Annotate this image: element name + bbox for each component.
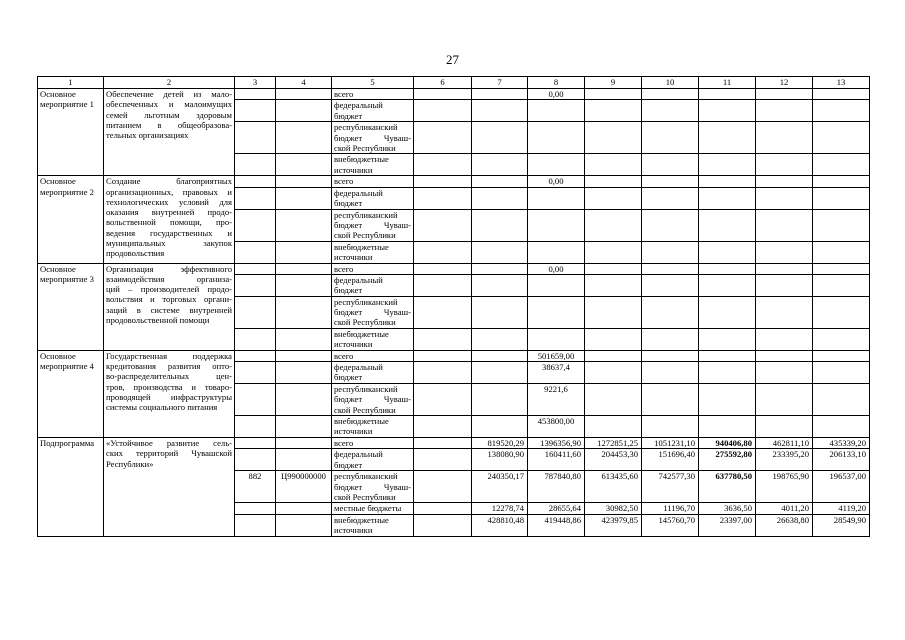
- value-cell: 23397,00: [699, 514, 756, 536]
- value-cell: 204453,30: [585, 449, 642, 471]
- header-cell: 6: [414, 77, 472, 89]
- header-cell: 2: [104, 77, 235, 89]
- header-cell: 12: [756, 77, 813, 89]
- budget-code: 882: [235, 471, 276, 503]
- value-cell: 12278,74: [472, 503, 528, 514]
- header-cell: 8: [528, 77, 585, 89]
- value-cell: 462811,10: [756, 438, 813, 449]
- value-cell: 423979,85: [585, 514, 642, 536]
- header-cell: 3: [235, 77, 276, 89]
- value-cell: 28549,90: [813, 514, 870, 536]
- subprogram-description: «Устойчивое развитие сель- ских территорий Чувашской Республики»: [104, 438, 235, 537]
- source-republic: республиканский бюджет Чуваш- ской Республики: [332, 209, 414, 241]
- value-cell: 4011,20: [756, 503, 813, 514]
- source-extrabudget: внебюджетные источники: [332, 416, 414, 438]
- source-federal: федеральный бюджет: [332, 100, 414, 122]
- value-cell: 275592,80: [699, 449, 756, 471]
- value-cell: 38637,4: [528, 362, 585, 384]
- value-cell: 0,00: [528, 263, 585, 274]
- value-cell: 1396356,90: [528, 438, 585, 449]
- value-cell: 28655,64: [528, 503, 585, 514]
- value-cell: 160411,60: [528, 449, 585, 471]
- source-federal: федеральный бюджет: [332, 362, 414, 384]
- header-cell: 4: [276, 77, 332, 89]
- table-row: [38, 89, 870, 100]
- value-cell: 428810,48: [472, 514, 528, 536]
- value-cell: 819520,29: [472, 438, 528, 449]
- value-cell: 787840,80: [528, 471, 585, 503]
- source-extrabudget: внебюджетные источники: [332, 328, 414, 350]
- activity-label: Основное мероприятие 1: [38, 89, 104, 176]
- value-cell: 196537,00: [813, 471, 870, 503]
- subprogram-row: [38, 438, 870, 449]
- header-cell: 5: [332, 77, 414, 89]
- header-cell: 7: [472, 77, 528, 89]
- header-cell: 10: [642, 77, 699, 89]
- value-cell: 613435,60: [585, 471, 642, 503]
- value-cell: 9221,6: [528, 384, 585, 416]
- value-cell: 4119,20: [813, 503, 870, 514]
- value-cell: 198765,90: [756, 471, 813, 503]
- value-cell: 240350,17: [472, 471, 528, 503]
- value-cell: 11196,70: [642, 503, 699, 514]
- source-republic: республиканский бюджет Чуваш- ской Республики: [332, 122, 414, 154]
- budget-table: [37, 76, 870, 537]
- activity-description: Организация эффективного взаимодействия организа- ций – производителей продо- вольствия и торговых органи- заций в системе внутренней продовольственной помощи: [104, 263, 235, 350]
- source-federal: федеральный бюджет: [332, 274, 414, 296]
- value-cell: 637780,50: [699, 471, 756, 503]
- value-cell: 1051231,10: [642, 438, 699, 449]
- source-republic: республиканский бюджет Чуваш- ской Республики: [332, 384, 414, 416]
- source-extrabudget: внебюджетные источники: [332, 154, 414, 176]
- source-federal: федеральный бюджет: [332, 449, 414, 471]
- header-cell: 1: [38, 77, 104, 89]
- source-extrabudget: внебюджетные источники: [332, 514, 414, 536]
- value-cell: 206133,10: [813, 449, 870, 471]
- value-cell: 1272851,25: [585, 438, 642, 449]
- value-cell: 742577,30: [642, 471, 699, 503]
- value-cell: 26638,80: [756, 514, 813, 536]
- value-cell: 0,00: [528, 89, 585, 100]
- header-cell: 11: [699, 77, 756, 89]
- activity-label: Основное мероприятие 3: [38, 263, 104, 350]
- value-cell: 501659,00: [528, 350, 585, 361]
- value-cell: 940406,80: [699, 438, 756, 449]
- value-cell: 3636,50: [699, 503, 756, 514]
- source-federal: федеральный бюджет: [332, 187, 414, 209]
- source-total: всего: [332, 263, 414, 274]
- activity-description: Создание благоприятных организационных, правовых и технологических условий для оказания внутренней продо- вольственной помощи, про- ведения государственных и муниципальных закупок продовольствия: [104, 176, 235, 263]
- header-cell: 9: [585, 77, 642, 89]
- value-cell: 419448,86: [528, 514, 585, 536]
- source-local: местные бюджеты: [332, 503, 414, 514]
- table-row: [38, 263, 870, 274]
- source-republic: республиканский бюджет Чуваш- ской Республики: [332, 471, 414, 503]
- source-republic: республиканский бюджет Чуваш- ской Республики: [332, 296, 414, 328]
- value-cell: 30982,50: [585, 503, 642, 514]
- value-cell: 435339,20: [813, 438, 870, 449]
- value-cell: 233395,20: [756, 449, 813, 471]
- subprogram-label: Подпрограмма: [38, 438, 104, 537]
- source-total: всего: [332, 438, 414, 449]
- activity-label: Основное мероприятие 2: [38, 176, 104, 263]
- table-row: [38, 350, 870, 361]
- header-row: [38, 77, 870, 89]
- page-number: 27: [446, 52, 459, 67]
- value-cell: 151696,40: [642, 449, 699, 471]
- target-article-code: Ц990000000: [276, 471, 332, 503]
- activity-description: Государственная поддержка кредитования развития опто- во-распределительных цен- тров, производства и товаро- проводящей инфраструктуры системы социального питания: [104, 350, 235, 437]
- activity-label: Основное мероприятие 4: [38, 350, 104, 437]
- table-row: [38, 176, 870, 187]
- header-cell: 13: [813, 77, 870, 89]
- value-cell: 138080,90: [472, 449, 528, 471]
- source-extrabudget: внебюджетные источники: [332, 241, 414, 263]
- source-total: всего: [332, 350, 414, 361]
- source-total: всего: [332, 176, 414, 187]
- source-total: всего: [332, 89, 414, 100]
- activity-description: Обеспечение детей из мало- обеспеченных и малоимущих семей льготным здоровым питанием в общеобразова- тельных организациях: [104, 89, 235, 176]
- value-cell: 453800,00: [528, 416, 585, 438]
- value-cell: 145760,70: [642, 514, 699, 536]
- value-cell: 0,00: [528, 176, 585, 187]
